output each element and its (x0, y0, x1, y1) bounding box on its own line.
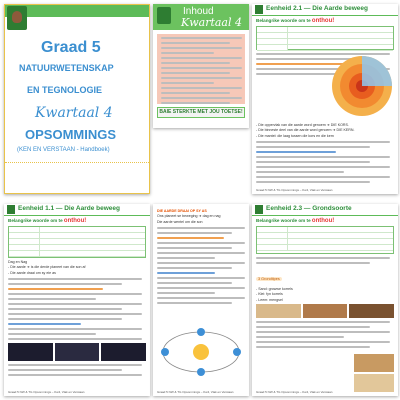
unit-1-1-header (4, 204, 150, 216)
unit-2-3-title: Eenheid 2.3 — Grondsoorte (266, 205, 352, 212)
contents-header (153, 4, 249, 30)
unit-1-1-title: Eenheid 1.1 — Die Aarde beweeg (18, 205, 120, 212)
unit-1-1-line-2: - Die aarde ➔ is die derde planeet van die son af (8, 265, 86, 270)
key-words-emphasis: onthou! (63, 218, 87, 224)
mid-heading: DIE AARDE DRAAI OP SY AS (157, 209, 207, 213)
page-footer: Graad 5 NW & TG Opsommings – Kw4, Vlak en Verstaan (8, 390, 85, 394)
unit-2-3-header (252, 204, 398, 216)
unit-2-3-page (252, 204, 398, 396)
soil-sample-icon (354, 374, 394, 392)
cover-term: Kwartaal 4 (35, 105, 113, 121)
vocabulary-table (256, 26, 394, 50)
key-words-heading (8, 218, 146, 224)
unit-2-1-header (252, 4, 398, 16)
unit-2-1-line-2: - Die binneste deel van die aarde word genoem ➔ DIE KERN. (256, 128, 355, 133)
key-words-heading (256, 18, 394, 24)
key-words-label: Belangrike woorde om te (8, 218, 63, 223)
cover-subject-line2: EN TEGNOLOGIE (27, 85, 103, 95)
unit-2-1-line-3: - Die mantel: die laag tussen die kors en die kern (256, 133, 334, 138)
mid-line-3: Die aarde wentel om die son (157, 219, 203, 224)
page-footer: Graad 5 NW & TG Opsommings – Kw4, Vlak en Verstaan (256, 188, 333, 192)
vocabulary-table (256, 226, 394, 254)
unit-1-1-line-3: - Die aarde draai om sy eie as (8, 270, 56, 275)
cover-title: OPSOMMINGS (25, 127, 117, 142)
cover-grade: Graad 5 (41, 39, 101, 56)
cover-footband (5, 162, 149, 193)
teacher-logo-icon (255, 5, 263, 14)
contents-page (153, 4, 249, 128)
mid-line-2: Ons planeet se beweging ➔ dag en nag (157, 214, 221, 219)
key-words-emphasis: onthou! (311, 18, 335, 24)
cover-subtitle: (KEN EN VERSTAAN - Handboek) (17, 147, 110, 153)
contents-banner: BAIE STERKTE MET JOU TOETSE! (157, 107, 245, 118)
soil-samples-illustration (256, 304, 394, 318)
teacher-logo-icon (7, 6, 27, 30)
unit-2-1-line-1: - Die oppervlak van die aarde word genoem ➔ DIE KORS. (256, 123, 349, 127)
unit-1-2-page (153, 204, 249, 396)
unit-1-1-line-1: Dag en Nag (8, 260, 28, 264)
teacher-logo-icon (7, 205, 15, 214)
planets-illustration (8, 343, 146, 361)
key-words-emphasis: onthou! (311, 218, 335, 224)
soil-sample-icon (354, 354, 394, 372)
page-footer: Graad 5 NW & TG Opsommings – Kw4, Vlak en Verstaan (256, 390, 333, 394)
earth-orbit-diagram-icon (157, 322, 245, 382)
teacher-logo-icon (157, 7, 171, 24)
vocabulary-table (8, 226, 146, 258)
earth-layers-icon (330, 54, 394, 118)
cover-subject-line1: NATUURWETENSKAP (19, 63, 114, 73)
key-words-heading (256, 218, 394, 224)
unit-2-3-line-2: - Klei: fyn korrels (256, 292, 283, 297)
unit-1-1-page (4, 204, 150, 396)
contents-title: Inhoud (183, 6, 214, 17)
teacher-logo-icon (255, 205, 263, 214)
soil-types-badge: 3 Grondtipes (258, 277, 280, 281)
unit-2-1-page (252, 4, 398, 194)
key-words-label: Belangrike woorde om te (256, 218, 311, 223)
unit-2-3-line-1: - Sand: growwe korrels (256, 287, 293, 291)
contents-term: Kwartaal 4 (181, 16, 242, 29)
unit-2-3-line-3: - Leem: mengsel (256, 297, 283, 302)
unit-2-1-title: Eenheid 2.1 — Die Aarde beweeg (266, 5, 368, 12)
page-footer: Graad 5 NW & TG Opsommings – Kw4, Vlak en Verstaan (157, 390, 234, 394)
contents-list (157, 34, 245, 104)
cover-page (4, 4, 150, 194)
key-words-label: Belangrike woorde om te (256, 18, 311, 23)
